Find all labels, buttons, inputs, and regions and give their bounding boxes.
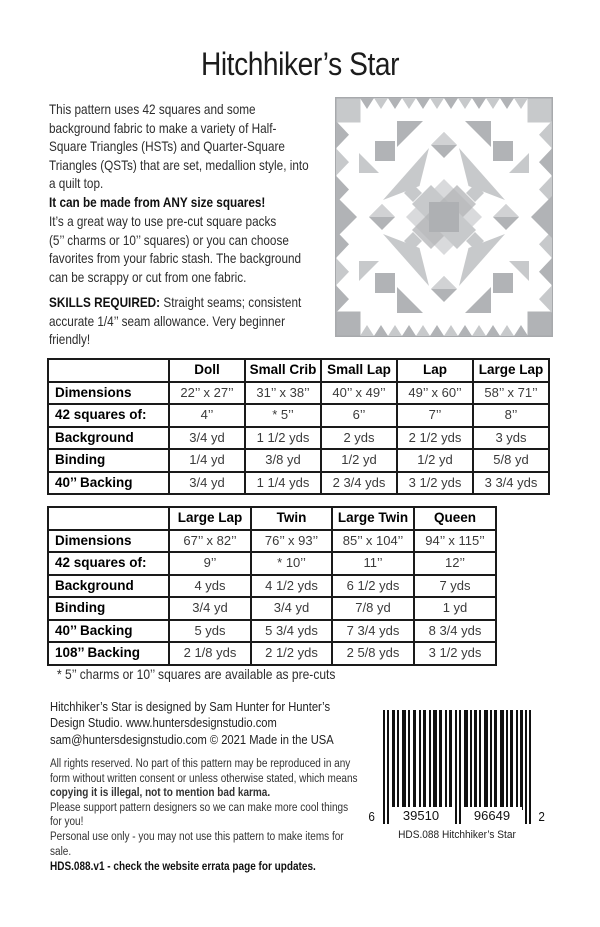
row-label: Binding bbox=[48, 597, 169, 620]
row-label: Binding bbox=[48, 449, 169, 472]
column-header: Small Crib bbox=[245, 359, 321, 382]
legal-line: All rights reserved. No part of this pattern may be reproduced in any bbox=[50, 758, 351, 770]
barcode-digit-group-1: 39510 bbox=[390, 807, 452, 824]
table-cell: 1/4 yd bbox=[169, 449, 245, 472]
table-row bbox=[48, 427, 549, 450]
row-label: 40’’ Backing bbox=[48, 620, 169, 643]
barcode-right-digit: 2 bbox=[538, 809, 545, 824]
table-cell: 3 yds bbox=[473, 427, 549, 450]
row-label: Background bbox=[48, 575, 169, 598]
table-cell: * 10’’ bbox=[251, 552, 332, 575]
legal-line: form without written consent or unless otherwise stated, which means bbox=[50, 772, 358, 785]
table-row bbox=[48, 472, 549, 495]
table-cell: 4 yds bbox=[169, 575, 251, 598]
table-cell: 7 yds bbox=[414, 575, 496, 598]
text-line: Square Triangles (HSTs) and Quarter-Square bbox=[49, 138, 285, 154]
credits-line: sam@huntersdesignstudio.com © 2021 Made in the USA bbox=[50, 731, 334, 747]
table-row bbox=[48, 620, 496, 643]
quilt-diagram-image bbox=[335, 97, 553, 337]
legal-block bbox=[50, 757, 403, 859]
row-label: 42 squares of: bbox=[48, 404, 169, 427]
sizes-table-small bbox=[47, 358, 550, 495]
table-header-row bbox=[48, 507, 496, 530]
table-cell: 3/4 yd bbox=[169, 472, 245, 495]
barcode bbox=[368, 710, 545, 855]
barcode-left-digit: 6 bbox=[368, 809, 375, 824]
row-label: Dimensions bbox=[48, 530, 169, 553]
column-header: Small Lap bbox=[321, 359, 397, 382]
table-cell: 94’’ x 115’’ bbox=[414, 530, 496, 553]
table-cell: 58’’ x 71’’ bbox=[473, 382, 549, 405]
table-cell: 8 3/4 yds bbox=[414, 620, 496, 643]
column-header: Large Lap bbox=[169, 507, 251, 530]
table-cell: 9’’ bbox=[169, 552, 251, 575]
table-cell: 4 1/2 yds bbox=[251, 575, 332, 598]
text-line: (5’’ charms or 10’’ squares) or you can choose bbox=[49, 231, 289, 248]
table-cell: 11’’ bbox=[332, 552, 414, 575]
table-cell: 3/4 yd bbox=[169, 427, 245, 450]
skills-rest: Straight seams; consistent bbox=[160, 294, 302, 310]
table-cell: 2 3/4 yds bbox=[321, 472, 397, 495]
credits-line: Design Studio. www.huntersdesignstudio.com bbox=[50, 715, 277, 731]
table-cell: 85’’ x 104’’ bbox=[332, 530, 414, 553]
row-label: 40’’ Backing bbox=[48, 472, 169, 495]
skills-label: SKILLS REQUIRED: bbox=[49, 294, 161, 310]
table-row bbox=[48, 597, 496, 620]
legal-line: sale. bbox=[50, 845, 72, 858]
table-cell: 1 1/4 yds bbox=[245, 472, 321, 495]
table-cell: 3 3/4 yds bbox=[473, 472, 549, 495]
table-row bbox=[48, 552, 496, 575]
table-cell: 3/8 yd bbox=[245, 449, 321, 472]
text-line: friendly! bbox=[49, 331, 91, 347]
table-cell: 22’’ x 27’’ bbox=[169, 382, 245, 405]
table-cell: 7 3/4 yds bbox=[332, 620, 414, 643]
text-line: background fabric to make a variety of Half- bbox=[49, 119, 277, 136]
table-row bbox=[48, 404, 549, 427]
text-line: It’s a great way to use pre-cut square packs bbox=[49, 213, 277, 229]
table-cell: 1 1/2 yds bbox=[245, 427, 321, 450]
credits-line: Hitchhiker’s Star is designed by Sam Hunter for Hunter’s bbox=[50, 699, 331, 714]
text-line: can be scrappy or cut from one fabric. bbox=[49, 268, 247, 285]
table-row bbox=[48, 449, 549, 472]
table-row bbox=[48, 575, 496, 598]
table-cell: 5/8 yd bbox=[473, 449, 549, 472]
table-cell: 3/4 yd bbox=[169, 597, 251, 620]
table-header-row bbox=[48, 359, 549, 382]
column-header bbox=[48, 359, 169, 382]
table-cell: 5 3/4 yds bbox=[251, 620, 332, 643]
barcode-caption: HDS.088 Hitchhiker’s Star bbox=[398, 829, 516, 841]
column-header: Lap bbox=[397, 359, 473, 382]
table-cell: 7’’ bbox=[397, 404, 473, 427]
row-label: Background bbox=[48, 427, 169, 450]
table-cell: 3 1/2 yds bbox=[397, 472, 473, 495]
table-cell: 2 1/2 yds bbox=[251, 642, 332, 665]
table-cell: 1 yd bbox=[414, 597, 496, 620]
text-line bbox=[49, 293, 301, 312]
table-row bbox=[48, 382, 549, 405]
table-cell: 2 yds bbox=[321, 427, 397, 450]
legal-line: Personal use only - you may not use this pattern to make items for bbox=[50, 830, 344, 843]
table-cell: 1/2 yd bbox=[397, 449, 473, 472]
column-header: Large Lap bbox=[473, 359, 549, 382]
precuts-footnote: * 5’’ charms or 10’’ squares are available as pre-cuts bbox=[57, 666, 336, 682]
intro-bold-line: It can be made from ANY size squares! bbox=[49, 193, 266, 210]
column-header bbox=[48, 507, 169, 530]
table-cell: 2 5/8 yds bbox=[332, 642, 414, 665]
column-header: Doll bbox=[169, 359, 245, 382]
intro-paragraph bbox=[49, 100, 358, 211]
page-title: Hitchhiker’s Star bbox=[200, 46, 400, 82]
legal-bold-line: copying it is illegal, not to mention bad karma. bbox=[50, 787, 271, 800]
barcode-digit-group-2: 96649 bbox=[462, 807, 522, 824]
table-cell: 3/4 yd bbox=[251, 597, 332, 620]
table-cell: 7/8 yd bbox=[332, 597, 414, 620]
legal-line: Please support pattern designers so we can make more cool things bbox=[50, 801, 349, 814]
credits-block bbox=[50, 699, 380, 748]
table-cell: 76’’ x 93’’ bbox=[251, 530, 332, 553]
row-label: 42 squares of: bbox=[48, 552, 169, 575]
table-cell: 6’’ bbox=[321, 404, 397, 427]
table-cell: 12’’ bbox=[414, 552, 496, 575]
column-header: Twin bbox=[251, 507, 332, 530]
table-cell: 40’’ x 49’’ bbox=[321, 382, 397, 405]
table-cell: 2 1/2 yds bbox=[397, 427, 473, 450]
sizes-table-large bbox=[47, 506, 497, 666]
table-cell: 3 1/2 yds bbox=[414, 642, 496, 665]
column-header: Queen bbox=[414, 507, 496, 530]
text-line: This pattern uses 42 squares and some bbox=[49, 101, 256, 117]
text-line: a quilt top. bbox=[49, 175, 104, 191]
table-cell: 6 1/2 yds bbox=[332, 575, 414, 598]
table-cell: 1/2 yd bbox=[321, 449, 397, 472]
row-label: 108’’ Backing bbox=[48, 642, 169, 665]
text-line: accurate 1/4’’ seam allowance. Very beginner bbox=[49, 312, 286, 329]
table-cell: 5 yds bbox=[169, 620, 251, 643]
table-cell: 67’’ x 82’’ bbox=[169, 530, 251, 553]
column-header: Large Twin bbox=[332, 507, 414, 530]
table-row bbox=[48, 642, 496, 665]
table-cell: 2 1/8 yds bbox=[169, 642, 251, 665]
table-cell: * 5’’ bbox=[245, 404, 321, 427]
table-cell: 4’’ bbox=[169, 404, 245, 427]
row-label: Dimensions bbox=[48, 382, 169, 405]
table-cell: 49’’ x 60’’ bbox=[397, 382, 473, 405]
table-row bbox=[48, 530, 496, 553]
skills-paragraph bbox=[49, 293, 349, 349]
table-cell: 31’’ x 38’’ bbox=[245, 382, 321, 405]
legal-line: for you! bbox=[50, 816, 84, 829]
table-cell: 8’’ bbox=[473, 404, 549, 427]
precut-paragraph bbox=[49, 212, 349, 286]
text-line: favorites from your fabric stash. The background bbox=[49, 250, 302, 266]
text-line: Triangles (QSTs) that are set, medallion style, into bbox=[49, 156, 309, 173]
version-note: HDS.088.v1 - check the website errata page for updates. bbox=[50, 861, 316, 873]
